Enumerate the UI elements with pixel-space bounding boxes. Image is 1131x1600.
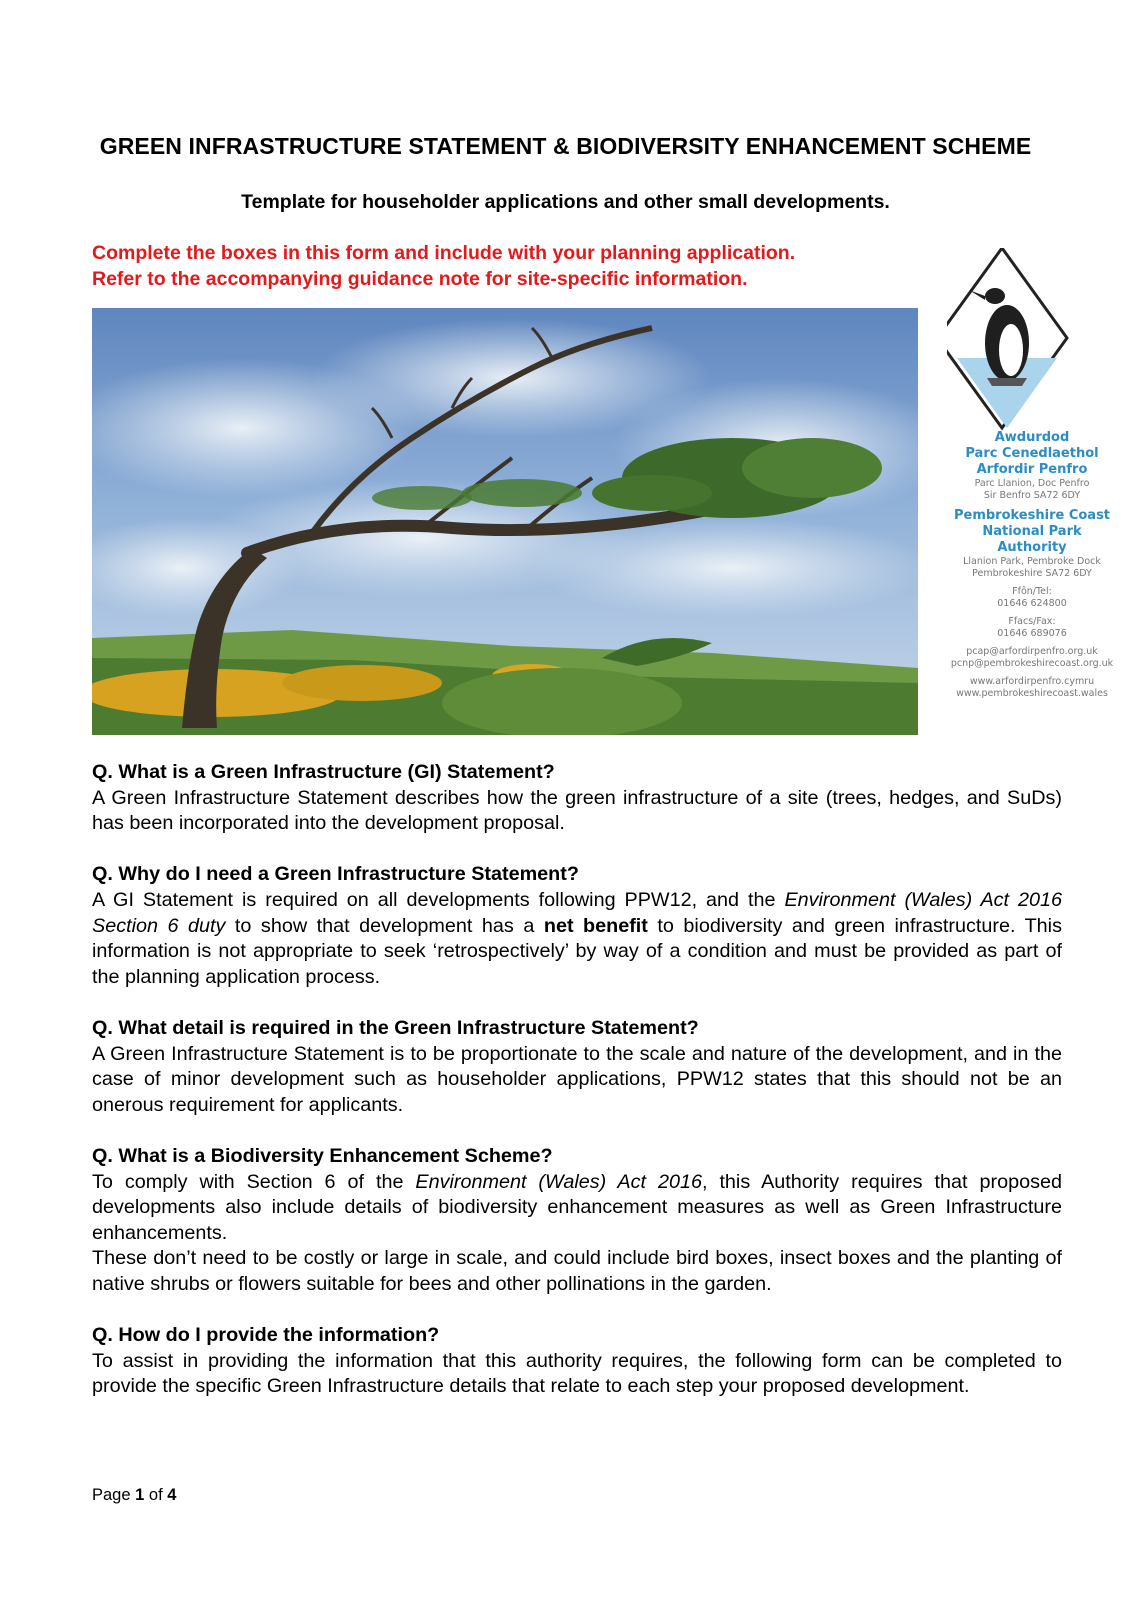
instruction-line-2: Refer to the accompanying guidance note for site-specific information.: [92, 268, 748, 290]
faq-item: [92, 1323, 1062, 1400]
email-link[interactable]: pcap@arfordirpenfro.org.uk: [966, 646, 1098, 657]
faq-answer-continued: These don’t need to be costly or large in scale, and could include bird boxes, insect boxes and the planting of native shrubs or flowers suitable for bees and other pollinations in the garden.: [92, 1247, 1062, 1295]
windswept-tree-photo: [92, 308, 918, 735]
park-authority-contact: Awdurdod Parc Cenedlaethol Arfordir Penfro Parc Llanion, Doc Penfro Sir Benfro SA72 6DY Pembrokeshire Coast National Park Authority Llanion Park, Pembroke Dock Pembrokeshire SA72 6DY Ffôn/Tel: 01646 624800 Ffacs/Fax: 01646 689076 pcap@arfordirpenfro.org.uk pcnp@pembrokeshirecoast.org.uk www.arfordirpenfro.cymru www.pembrokeshirecoast.wales: [947, 430, 1117, 700]
faq-question: Q. What is a Green Infrastructure (GI) Statement?: [92, 761, 555, 783]
faq-question: Q. What detail is required in the Green Infrastructure Statement?: [92, 1016, 699, 1039]
faq-answer: A Green Infrastructure Statement describes how the green infrastructure of a site (trees, hedges, and SuDs) has been incorporated into the development proposal.: [92, 786, 1062, 835]
faq-answer: To comply with Section 6 of the Environment (Wales) Act 2016, this Authority requires that proposed developments also include details of biodiversity enhancement measures as well as Green Infrastructure enhancements.: [92, 1170, 1062, 1244]
page-number: Page 1 of 4: [92, 1486, 177, 1504]
email-link[interactable]: pcnp@pembrokeshirecoast.org.uk: [950, 658, 1114, 669]
instruction-line-1: Complete the boxes in this form and include with your planning application.: [92, 242, 796, 264]
faq-item: [92, 1016, 1062, 1118]
faq-question: Q. How do I provide the information?: [92, 1324, 440, 1347]
faq-question: Q. Why do I need a Green Infrastructure Statement?: [92, 863, 579, 886]
faq-answer: To assist in providing the information that this authority requires, the following form can be completed to provide the specific Green Infrastructure details that relate to each step your proposed development.: [92, 1349, 1062, 1398]
website-link[interactable]: www.arfordirpenfro.cymru: [969, 676, 1095, 687]
faq-answer: A Green Infrastructure Statement is to be proportionate to the scale and nature of the development, and in the case of minor development such as householder applications, PPW12 states that this should not be an onerous requirement for applicants.: [92, 1042, 1062, 1116]
faq-item: [92, 760, 1062, 837]
page-title: GREEN INFRASTRUCTURE STATEMENT & BIODIVERSITY ENHANCEMENT SCHEME: [99, 133, 1032, 159]
faq-item: [92, 862, 1062, 990]
faq-item: [92, 1144, 1062, 1298]
website-link[interactable]: www.pembrokeshirecoast.wales: [956, 688, 1108, 699]
instructions: [92, 240, 942, 292]
faq-answer: A GI Statement is required on all developments following PPW12, and the Environment (Wales) Act 2016 Section 6 duty to show that development has a net benefit to biodiversity and green infrastructure. This information is not appropriate to seek ‘retrospectively’ by way of a condition and must be provided as part of the planning application process.: [92, 888, 1062, 988]
faq-question: Q. What is a Biodiversity Enhancement Scheme?: [92, 1144, 553, 1167]
page-subtitle: Template for householder applications and other small developments.: [241, 191, 890, 213]
faq-section: [92, 760, 1062, 1425]
